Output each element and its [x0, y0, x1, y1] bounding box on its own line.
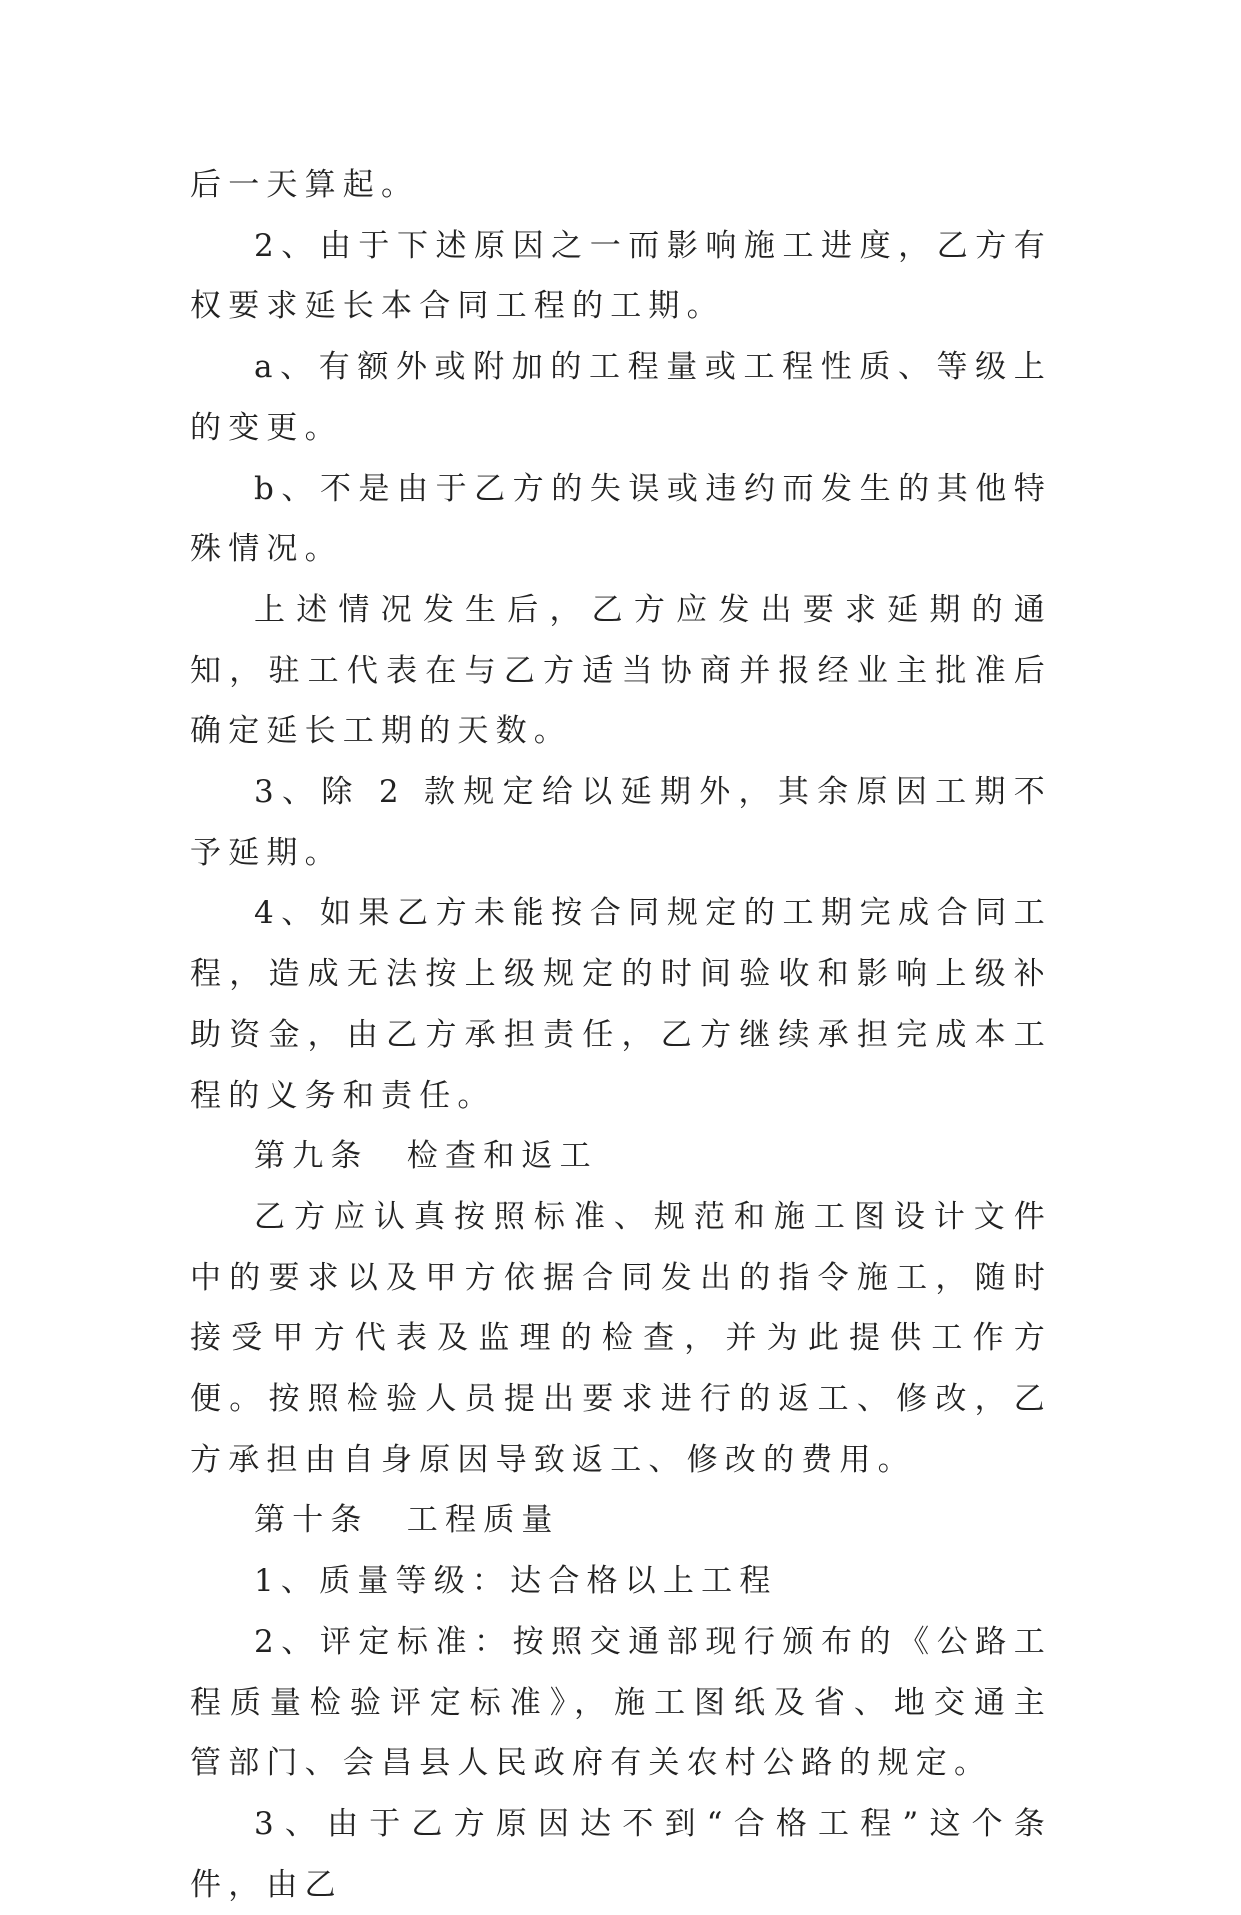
paragraph-clause-4: 4、如果乙方未能按合同规定的工期完成合同工程，造成无法按上级规定的时间验收和影响上级补助资金，由乙方承担责任，乙方继续承担完成本工程的义务和责任。 — [190, 895, 1052, 1114]
paragraph-clause-2: 2、由于下述原因之一而影响施工进度，乙方有权要求延长本合同工程的工期。 — [190, 227, 1052, 325]
paragraph-continuation: 后一天算起。 — [190, 167, 420, 203]
article-9-heading: 第九条 检查和返工 — [254, 1138, 598, 1175]
paragraph-item-a: a、有额外或附加的工程量或工程性质、等级上的变更。 — [190, 349, 1052, 446]
contract-text-body — [190, 155, 1052, 1915]
paragraph-quality-grade: 1、质量等级：达合格以上工程 — [254, 1563, 778, 1600]
paragraph-inspection: 乙方应认真按照标准、规范和施工图设计文件中的要求以及甲方依据合同发出的指令施工，随时接受甲方代表及监理的检查，并为此提供工作方便。按照检验人员提出要求进行的返工、修改，乙方承担由自身原因导致返工、修改的费用。 — [190, 1198, 1052, 1478]
paragraph-item-b: b、不是由于乙方的失误或违约而发生的其他特殊情况。 — [190, 470, 1052, 568]
paragraph-clause-3: 3、除 2 款规定给以延期外，其余原因工期不予延期。 — [190, 774, 1052, 871]
article-10-heading: 第十条 工程质量 — [254, 1502, 560, 1539]
paragraph-evaluation-standard: 2、评定标准：按照交通部现行颁布的《公路工程质量检验评定标准》，施工图纸及省、地交通主管部门、会昌县人民政府有关农村公路的规定。 — [190, 1623, 1052, 1782]
paragraph-quality-failure: 3、由于乙方原因达不到“合格工程”这个条件，由乙 — [190, 1805, 1052, 1903]
paragraph-extension-notice: 上述情况发生后，乙方应发出要求延期的通知，驻工代表在与乙方适当协商并报经业主批准后确定延长工期的天数。 — [190, 591, 1052, 750]
